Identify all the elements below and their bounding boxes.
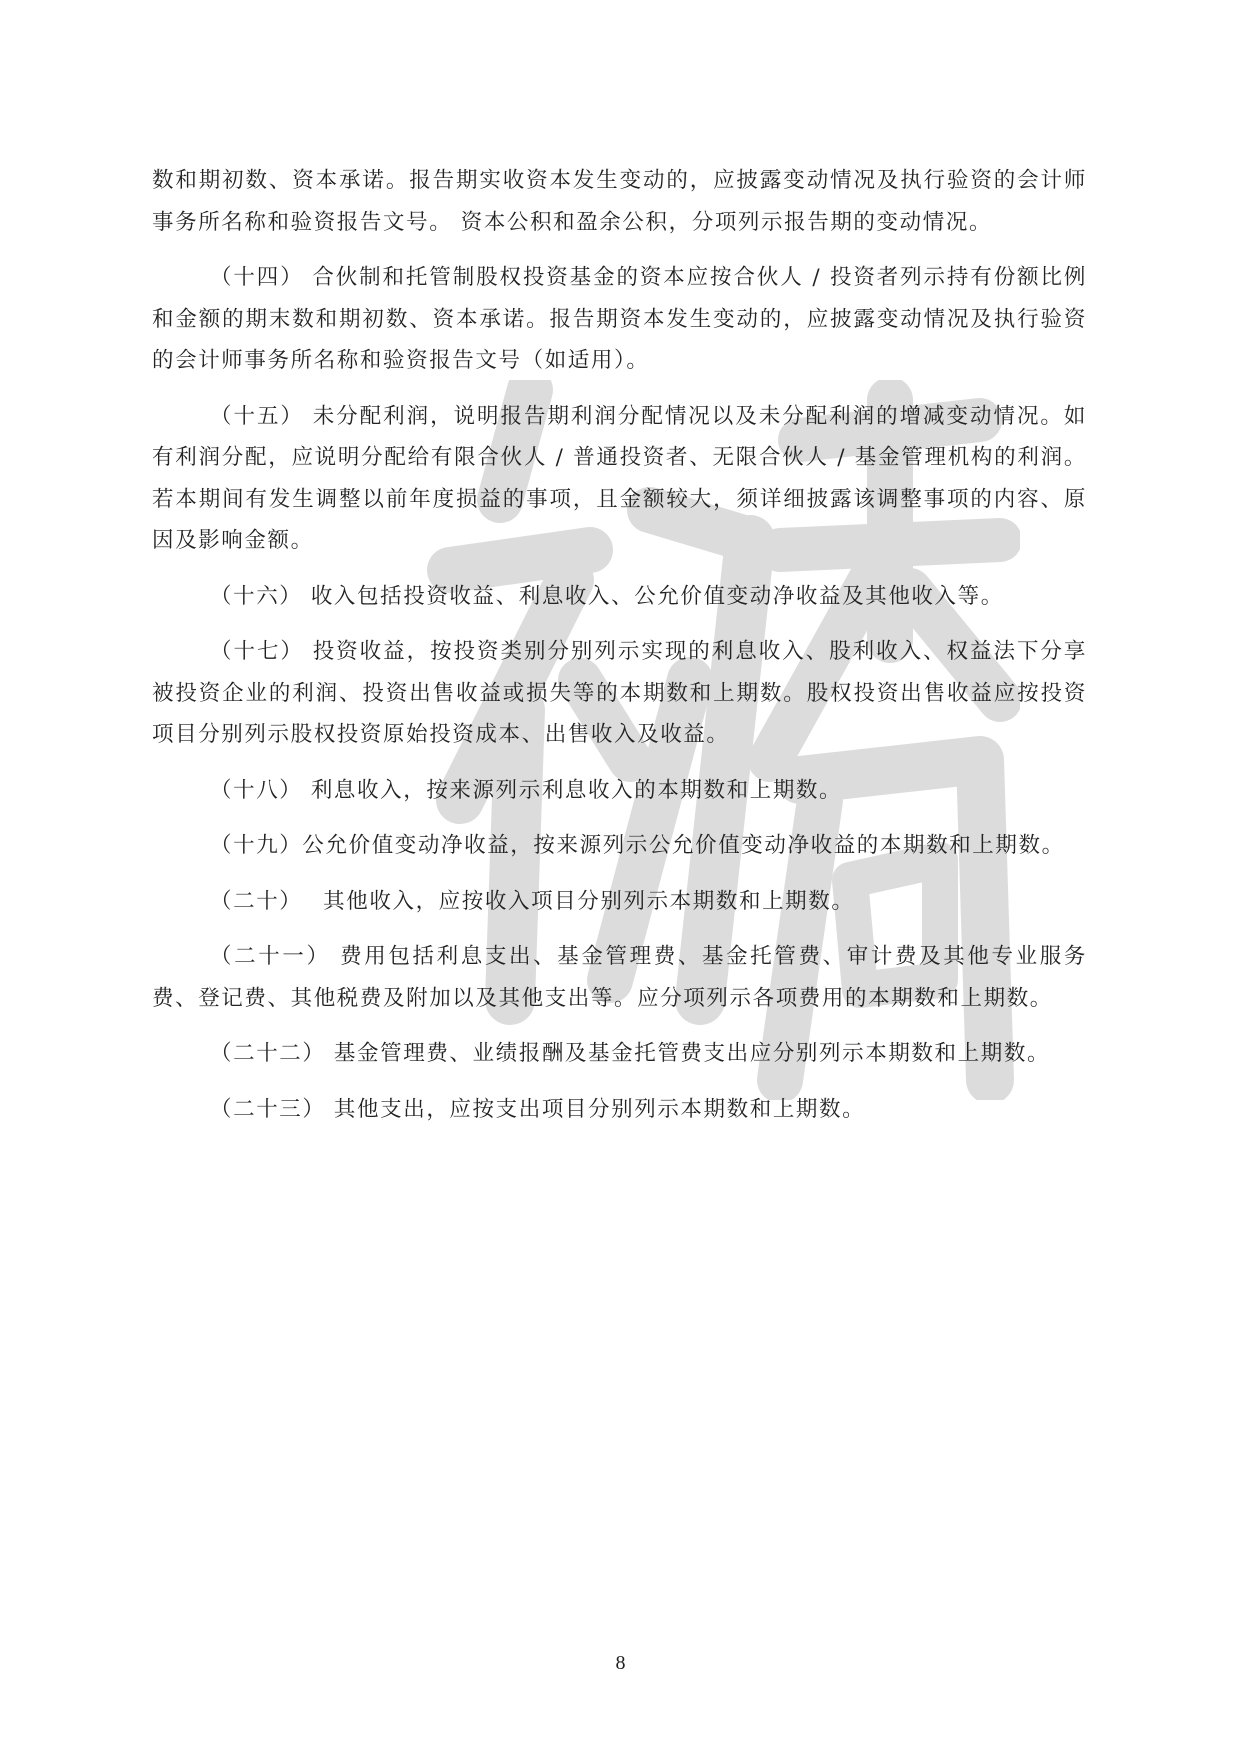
paragraph-19: （十九）公允价值变动净收益，按来源列示公允价值变动净收益的本期数和上期数。 bbox=[210, 833, 1065, 858]
paragraph-18: （十八） 利息收入，按来源列示利息收入的本期数和上期数。 bbox=[210, 777, 843, 803]
paragraph-17: （十七） 投资收益，按投资类别分别列示实现的利息收入、股利收入、权益法下分享被投资企业的利润、投资出售收益或损失等的本期数和上期数。股权投资出售收益应按投资项目分别列示股权投资原始投资成本、出售收入及收益。 bbox=[152, 639, 1087, 747]
paragraph-23: （二十三） 其他支出，应按支出项目分别列示本期数和上期数。 bbox=[210, 1096, 866, 1122]
paragraph-capital-continued: 数和期初数、资本承诺。报告期实收资本发生变动的，应披露变动情况及执行验资的会计师事务所名称和验资报告文号。 资本公积和盈余公积，分项列示报告期的变动情况。 bbox=[152, 168, 1087, 235]
document-body bbox=[152, 160, 1087, 1144]
paragraph-16: （十六） 收入包括投资收益、利息收入、公允价值变动净收益及其他收入等。 bbox=[210, 583, 1004, 609]
paragraph-22: （二十二） 基金管理费、业绩报酬及基金托管费支出应分别列示本期数和上期数。 bbox=[210, 1041, 1051, 1066]
paragraph-20: （二十） 其他收入，应按收入项目分别列示本期数和上期数。 bbox=[210, 888, 855, 914]
page-number: 8 bbox=[615, 1652, 626, 1674]
paragraph-21: （二十一） 费用包括利息支出、基金管理费、基金托管费、审计费及其他专业服务费、登记费、其他税费及附加以及其他支出等。应分项列示各项费用的本期数和上期数。 bbox=[152, 944, 1087, 1011]
paragraph-15: （十五） 未分配利润，说明报告期利润分配情况以及未分配利润的增减变动情况。如有利润分配，应说明分配给有限合伙人 / 普通投资者、无限合伙人 / 基金管理机构的利润。若本期间有发生调整以前年度损益的事项，且金额较大，须详细披露该调整事项的内容、原因及影响金额。 bbox=[152, 403, 1087, 553]
paragraph-14: （十四） 合伙制和托管制股权投资基金的资本应按合伙人 / 投资者列示持有份额比例和金额的期末数和期初数、资本承诺。报告期资本发生变动的，应披露变动情况及执行验资的会计师事务所名称和验资报告文号（如适用）。 bbox=[152, 265, 1087, 373]
